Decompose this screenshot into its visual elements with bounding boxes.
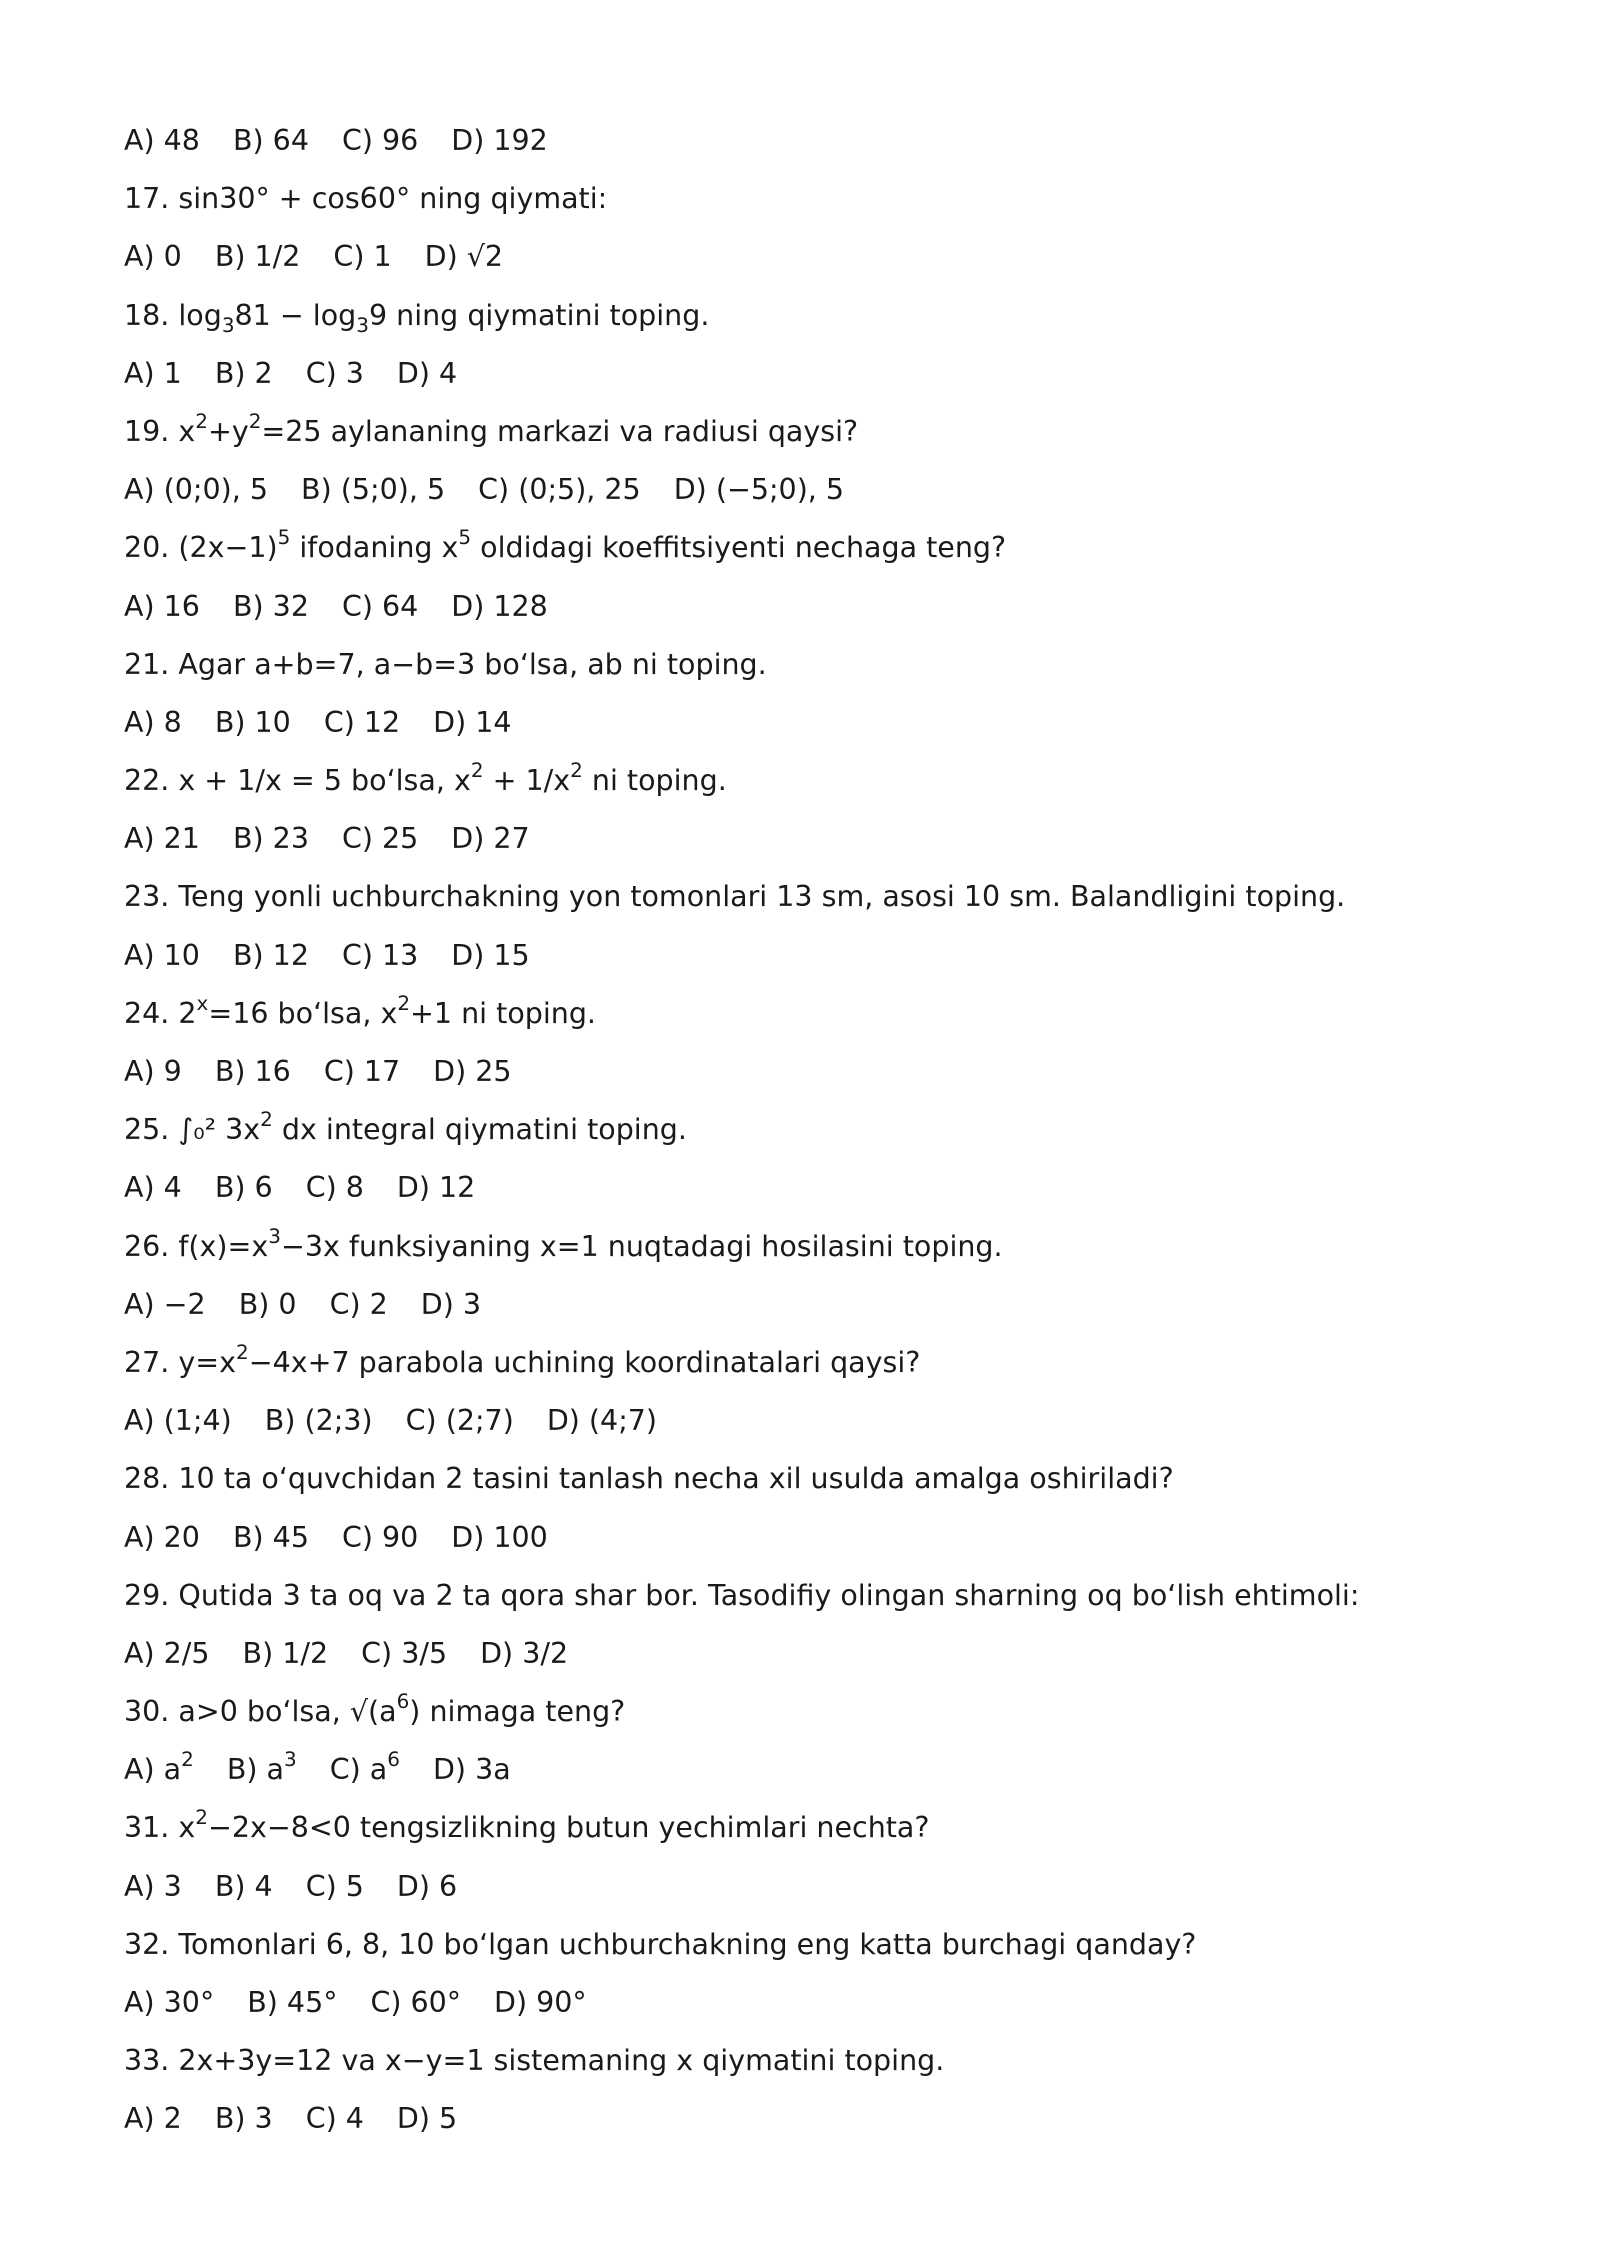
superscript: 6	[387, 1747, 400, 1772]
answer-options	[124, 124, 1540, 182]
question-text	[124, 1689, 1540, 1753]
answer-option: C) (2;7)	[405, 1404, 514, 1438]
question-text-part: =16 bo‘lsa, x	[208, 996, 398, 1030]
answer-option: A) 9	[124, 1055, 182, 1088]
question-text-part: 25. ∫₀² 3x	[124, 1113, 261, 1147]
superscript: 2	[195, 408, 208, 433]
question-text-part: +y	[207, 414, 249, 448]
superscript: x	[196, 990, 209, 1015]
question-list	[124, 124, 1540, 2161]
question-text-part: −4x+7 parabola uchining koordinatalari qaysi?	[248, 1345, 921, 1379]
answer-option: D) 3a	[432, 1753, 511, 1787]
answer-options	[124, 2102, 1540, 2160]
answer-option: B) 45°	[247, 1986, 338, 2019]
answer-option: D) 3	[420, 1287, 482, 1321]
answer-options	[124, 1055, 1540, 1113]
answer-option: C) 2	[329, 1287, 388, 1321]
answer-options	[124, 706, 1540, 764]
question-text-part: 21. Agar a+b=7, a−b=3 bo‘lsa, ab ni toping.	[124, 647, 767, 681]
answer-option: A) 2/5	[124, 1636, 210, 1670]
answer-option: D) 12	[396, 1171, 476, 1205]
question-text-part: 29. Qutida 3 ta oq va 2 ta qora shar bor. Tasodifiy olingan sharning oq bo‘lish ehtimoli:	[124, 1578, 1360, 1612]
question-text	[124, 1107, 1540, 1171]
question-text-part: 26. f(x)=x	[124, 1229, 269, 1263]
answer-option: B) 23	[232, 822, 309, 856]
question-text-part: 31. x	[124, 1811, 196, 1845]
question-text-part: 9 ning qiymatini toping.	[368, 298, 710, 332]
answer-options	[124, 1288, 1540, 1346]
answer-option: C) 96	[341, 124, 419, 157]
answer-option: B) 32	[232, 589, 309, 623]
question-text-part: ni toping.	[582, 764, 727, 798]
answer-option: C) 60°	[370, 1986, 462, 2019]
superscript: 5	[458, 525, 472, 550]
question-text	[124, 2044, 1540, 2102]
answer-option: A) 1	[124, 356, 182, 390]
superscript: 2	[195, 1805, 208, 1830]
answer-option: D) √2	[424, 240, 504, 274]
answer-option: D) 15	[451, 938, 530, 972]
answer-option: D) 90°	[494, 1986, 587, 2019]
subscript: 3	[356, 312, 369, 337]
answer-option: A) 21	[124, 822, 200, 856]
answer-option: A) 3	[124, 1869, 182, 1903]
answer-option: C) 3	[305, 356, 364, 390]
answer-option: D) 4	[396, 356, 458, 390]
answer-option-part: B) a	[226, 1753, 285, 1787]
answer-option: C) 17	[323, 1055, 401, 1088]
answer-option: B) 4	[214, 1869, 273, 1903]
answer-option	[329, 1747, 400, 1787]
answer-option: C) 5	[305, 1869, 364, 1903]
question-text-part: −2x−8<0 tengsizlikning butun yechimlari nechta?	[207, 1811, 930, 1845]
answer-option: D) 6	[396, 1869, 458, 1903]
question-text	[124, 525, 1540, 589]
subscript: 3	[221, 312, 235, 337]
superscript: 2	[181, 1747, 194, 1772]
answer-option: C) 25	[341, 822, 419, 856]
question-text	[124, 1805, 1540, 1869]
question-text	[124, 1339, 1540, 1404]
answer-option: B) (2;3)	[264, 1404, 373, 1438]
answer-option: B) 3	[214, 2102, 273, 2136]
answer-options	[124, 473, 1540, 531]
answer-options	[124, 822, 1540, 880]
question-text	[124, 1928, 1540, 1986]
question-text	[124, 990, 1540, 1055]
answer-options	[124, 1404, 1540, 1462]
answer-option: A) 30°	[124, 1986, 215, 2019]
superscript: 2	[248, 408, 262, 433]
answer-option: A) 20	[124, 1520, 200, 1554]
answer-option: D) 192	[451, 124, 548, 157]
answer-option: B) 16	[214, 1055, 291, 1088]
answer-option: C) 3/5	[361, 1636, 448, 1670]
answer-option-part: C) a	[329, 1753, 388, 1787]
question-text	[124, 1223, 1540, 1288]
question-text-part: oldidagi koeffitsiyenti nechaga teng?	[471, 531, 1007, 565]
question-text-part: 23. Teng yonli uchburchakning yon tomonlari 13 sm, asosi 10 sm. Balandligini toping.	[124, 880, 1346, 914]
superscript: 2	[260, 1107, 273, 1132]
answer-options	[124, 590, 1540, 648]
question-text	[124, 758, 1540, 822]
answer-option: C) 8	[305, 1171, 364, 1205]
question-text-part: 17. sin30° + cos60° ning qiymati:	[124, 182, 608, 216]
answer-option: D) 27	[451, 822, 530, 856]
answer-options	[124, 1171, 1540, 1229]
answer-options	[124, 357, 1540, 415]
superscript: 5	[277, 525, 291, 550]
answer-option: A) 8	[124, 705, 182, 739]
question-text-part: 18. log	[124, 298, 222, 332]
answer-options	[124, 939, 1540, 997]
question-text-part: 24. 2	[124, 996, 197, 1030]
answer-option: C) 12	[323, 705, 401, 739]
answer-options	[124, 1986, 1540, 2044]
answer-option-part: A) a	[124, 1753, 182, 1787]
answer-option: D) 14	[433, 705, 512, 739]
question-text	[124, 182, 1540, 240]
superscript: 3	[268, 1223, 281, 1248]
superscript: 2	[397, 990, 411, 1015]
answer-option: A) (0;0), 5	[124, 473, 269, 507]
answer-option: C) 13	[341, 938, 419, 972]
answer-option: B) 64	[232, 124, 309, 157]
question-text-part: 20. (2x−1)	[124, 531, 278, 565]
answer-options	[124, 1747, 1540, 1811]
answer-option: B) 2	[214, 356, 273, 390]
question-text-part: +1 ni toping.	[410, 996, 596, 1030]
question-text-part: 81 − log	[234, 298, 357, 332]
question-text-part: 33. 2x+3y=12 va x−y=1 sistemaning x qiymatini toping.	[124, 2044, 945, 2078]
superscript: 2	[236, 1339, 249, 1364]
question-text	[124, 408, 1540, 473]
question-text-part: −3x funksiyaning x=1 nuqtadagi hosilasini toping.	[280, 1229, 1003, 1263]
answer-option: D) (4;7)	[546, 1404, 658, 1438]
answer-option: D) 128	[451, 589, 548, 623]
question-text-part: ifodaning x	[290, 531, 459, 565]
question-text-part: ) nimaga teng?	[409, 1695, 626, 1729]
answer-option: A) 0	[124, 240, 182, 274]
answer-option: B) 1/2	[242, 1636, 329, 1670]
answer-option: C) 90	[341, 1520, 419, 1554]
answer-option	[226, 1747, 297, 1787]
question-text-part: dx integral qiymatini toping.	[272, 1113, 687, 1147]
answer-option: D) 3/2	[480, 1636, 569, 1670]
question-text	[124, 880, 1540, 938]
answer-option: C) 64	[341, 589, 419, 623]
answer-options	[124, 1637, 1540, 1695]
answer-option: A) 2	[124, 2102, 182, 2136]
question-text-part: 28. 10 ta o‘quvchidan 2 tasini tanlash necha xil usulda amalga oshiriladi?	[124, 1462, 1174, 1496]
answer-option: D) 5	[396, 2102, 458, 2136]
question-text-part: 19. x	[124, 414, 196, 448]
answer-option: B) 12	[232, 938, 309, 972]
answer-option: B) 45	[232, 1520, 309, 1554]
answer-option: A) 4	[124, 1171, 182, 1205]
answer-option: C) (0;5), 25	[478, 473, 641, 507]
question-text	[124, 1462, 1540, 1520]
question-text-part: + 1/x	[483, 764, 571, 798]
answer-option: C) 4	[305, 2102, 364, 2136]
superscript: 2	[570, 758, 583, 783]
answer-option: A) 10	[124, 938, 200, 972]
answer-option: A) −2	[124, 1287, 206, 1321]
answer-option: B) (5;0), 5	[301, 473, 446, 507]
answer-options	[124, 1521, 1540, 1579]
question-text	[124, 299, 1540, 357]
answer-option: A) 16	[124, 589, 200, 623]
answer-option: B) 0	[238, 1287, 297, 1321]
answer-option: B) 10	[214, 705, 291, 739]
question-text-part: 32. Tomonlari 6, 8, 10 bo‘lgan uchburchakning eng katta burchagi qanday?	[124, 1927, 1197, 1961]
answer-options	[124, 1870, 1540, 1928]
question-text-part: 27. y=x	[124, 1345, 236, 1379]
superscript: 3	[284, 1747, 297, 1772]
superscript: 6	[396, 1689, 410, 1714]
question-text	[124, 648, 1540, 706]
answer-option: A) (1;4)	[124, 1404, 232, 1438]
answer-option: A) 48	[124, 124, 200, 157]
answer-option: D) (−5;0), 5	[673, 473, 845, 507]
answer-option: C) 1	[333, 240, 392, 274]
answer-option: D) 100	[451, 1520, 548, 1554]
answer-option	[124, 1747, 194, 1787]
question-text-part: 22. x + 1/x = 5 bo‘lsa, x	[124, 764, 471, 798]
superscript: 2	[470, 758, 484, 783]
question-text-part: 30. a>0 bo‘lsa, √(a	[124, 1695, 397, 1729]
answer-option: B) 6	[214, 1171, 273, 1205]
answer-options	[124, 240, 1540, 298]
question-text-part: =25 aylananing markazi va radiusi qaysi?	[261, 414, 859, 448]
answer-option: B) 1/2	[214, 240, 301, 274]
answer-option: D) 25	[433, 1055, 512, 1088]
question-text	[124, 1579, 1540, 1637]
